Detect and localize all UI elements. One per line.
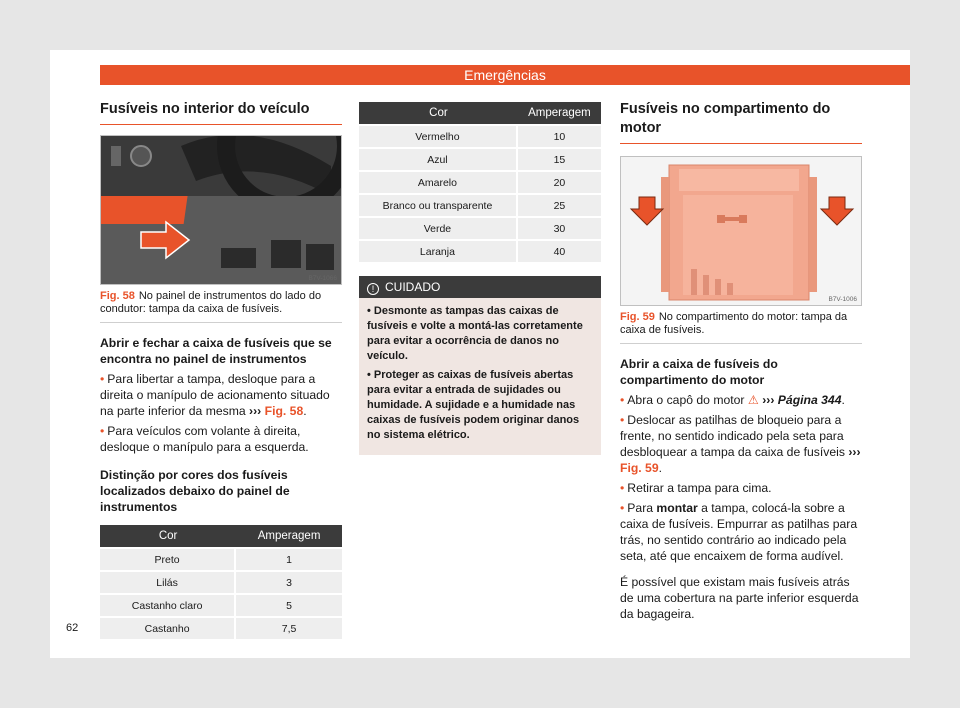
- table-cell: 30: [518, 218, 601, 239]
- bold-word: montar: [656, 501, 698, 515]
- table-cell: Verde: [359, 218, 518, 239]
- table-cell: Azul: [359, 149, 518, 170]
- table-cell: 1: [236, 549, 342, 570]
- bullet-icon: •: [100, 372, 105, 386]
- table-cell: Vermelho: [359, 126, 518, 147]
- engine-fuse-cover-image: [621, 157, 861, 306]
- table-cell: 15: [518, 149, 601, 170]
- table-cell: 5: [236, 595, 342, 616]
- table-row: [359, 126, 601, 147]
- middle-column: [359, 100, 601, 455]
- figure-reference-link[interactable]: Fig. 58: [264, 404, 304, 418]
- reference-arrows: ›››: [762, 393, 775, 407]
- reference-arrows: ›››: [249, 404, 262, 418]
- table-row: [359, 241, 601, 262]
- table-cell: Castanho claro: [100, 595, 236, 616]
- bullet-icon: •: [620, 481, 625, 495]
- table-cell: Castanho: [100, 618, 236, 639]
- table-cell: 10: [518, 126, 601, 147]
- table-row: [100, 618, 342, 639]
- table-row: [100, 549, 342, 570]
- section-header: Emergências: [100, 65, 910, 85]
- table-header: Cor: [359, 102, 518, 124]
- caution-header: [359, 276, 601, 298]
- bullet-icon: •: [367, 369, 374, 381]
- table-cell: Branco ou transparente: [359, 195, 518, 216]
- table-cell: 40: [518, 241, 601, 262]
- manual-page: [50, 50, 910, 658]
- table-cell: Preto: [100, 549, 236, 570]
- caution-item: [367, 368, 593, 443]
- bullet-item: [620, 500, 862, 564]
- dashboard-fuse-cover-image: [101, 136, 341, 285]
- bullet-text: Para libertar a tampa, desloque para a direita o manípulo de acionamento situado na parte inferior da mesma: [100, 372, 330, 418]
- left-subheading-1: Abrir e fechar a caixa de fusíveis que se encontra no painel de instrumentos: [100, 336, 332, 366]
- table-cell: 7,5: [236, 618, 342, 639]
- table-cell: 20: [518, 172, 601, 193]
- bullet-item: [620, 480, 862, 496]
- caption-text: No painel de instrumentos do lado do condutor: tampa da caixa de fusíveis.: [100, 290, 322, 315]
- bullet-icon: •: [620, 501, 625, 515]
- bullet-item: • Deslocar as patilhas de bloqueio para a frente, no sentido indicado pela seta para desbloquear a tampa da caixa de fusíveis ››› Fig. 59.: [620, 413, 861, 475]
- fuse-color-table-2: [359, 100, 601, 264]
- caution-text: Proteger as caixas de fusíveis abertas para evitar a entrada de sujidades ou humidade. A sujidade e a humidade nas caixas de fusíveis podem originar danos no sistema elétrico.: [367, 369, 580, 441]
- caution-box: [359, 276, 601, 455]
- bullet-icon: •: [100, 424, 105, 438]
- bullet-item: [100, 423, 342, 455]
- right-column: [620, 100, 862, 622]
- caption-text: No compartimento do motor: tampa da caixa de fusíveis.: [620, 311, 848, 336]
- bullet-icon: •: [367, 305, 374, 317]
- figure-59: [620, 156, 862, 306]
- figure-58: [100, 135, 342, 285]
- table-header-row: [100, 525, 342, 547]
- bullet-item: • Abra o capô do motor ⚠ ››› Página 344.: [620, 393, 845, 407]
- table-header: Cor: [100, 525, 236, 547]
- figure-code: B7V-1006: [828, 296, 857, 303]
- figure-number: Fig. 58: [100, 290, 135, 302]
- right-heading: Fusíveis no compartimento do motor: [620, 100, 862, 144]
- bullet-text: a tampa, colocá-la sobre a caixa de fusíveis. Empurrar as patilhas para trás, no sentido contrário ao indicado pela seta, até que encaixem de forma audível.: [620, 501, 858, 563]
- figure-reference-link[interactable]: Fig. 59: [620, 461, 659, 475]
- fuse-color-table-1: [100, 523, 342, 641]
- right-subheading: Abrir a caixa de fusíveis do compartimento do motor: [620, 357, 778, 387]
- table-row: [359, 195, 601, 216]
- figure-59-caption: [620, 311, 862, 344]
- bullet-text: Retirar a tampa para cima.: [627, 481, 772, 495]
- bullet-icon: •: [620, 413, 625, 427]
- page-reference-link[interactable]: Página 344: [777, 393, 842, 407]
- figure-58-caption: [100, 290, 342, 323]
- bullet-item: • Para libertar a tampa, desloque para a direita o manípulo de acionamento situado na parte inferior da mesma ››› Fig. 58.: [100, 372, 330, 418]
- table-row: [359, 149, 601, 170]
- table-cell: Lilás: [100, 572, 236, 593]
- left-column: [100, 100, 342, 641]
- table-row: [100, 572, 342, 593]
- caution-item: [367, 304, 593, 364]
- bullet-text: Para: [627, 501, 654, 515]
- page-number: 62: [66, 622, 79, 634]
- paragraph: É possível que existam mais fusíveis atrás de uma cobertura na parte inferior esquerda da bagageira.: [620, 575, 859, 621]
- bullet-text: Para veículos com volante à direita, desloque o manípulo para a esquerda.: [100, 424, 309, 454]
- table-header: Amperagem: [236, 525, 342, 547]
- table-cell: Laranja: [359, 241, 518, 262]
- caution-body: [359, 298, 601, 455]
- caution-title: CUIDADO: [385, 280, 441, 294]
- table-row: [100, 595, 342, 616]
- table-row: [359, 172, 601, 193]
- table-cell: Amarelo: [359, 172, 518, 193]
- table-header: Amperagem: [518, 102, 601, 124]
- warning-triangle-icon: ⚠: [747, 393, 759, 407]
- reference-arrows: ›››: [848, 445, 861, 459]
- bullet-text: Deslocar as patilhas de bloqueio para a frente, no sentido indicado pela seta para desbloquear a tampa da caixa de fusíveis: [620, 413, 845, 459]
- warning-circle-icon: !: [367, 283, 379, 295]
- figure-number: Fig. 59: [620, 311, 655, 323]
- bullet-text: Abra o capô do motor: [627, 393, 745, 407]
- table-header-row: [359, 102, 601, 124]
- caution-text: Desmonte as tampas das caixas de fusíveis e volte a montá-las corretamente para evitar a ocorrência de danos no veículo.: [367, 305, 583, 362]
- table-row: [359, 218, 601, 239]
- figure-code: B7V-1066: [308, 275, 337, 282]
- left-heading: Fusíveis no interior do veículo: [100, 100, 342, 125]
- bullet-icon: •: [620, 393, 625, 407]
- left-subheading-2: Distinção por cores dos fusíveis localizados debaixo do painel de instrumentos: [100, 468, 290, 514]
- table-cell: 3: [236, 572, 342, 593]
- table-cell: 25: [518, 195, 601, 216]
